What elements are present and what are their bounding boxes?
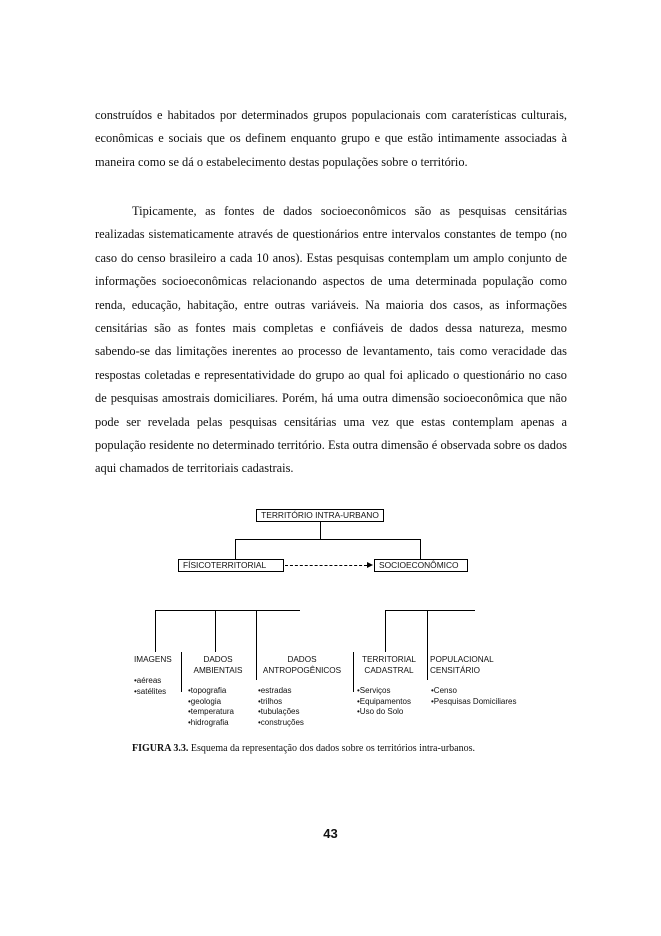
list-item: •geologia bbox=[188, 696, 222, 706]
category-census-items bbox=[431, 686, 517, 707]
connector-line bbox=[427, 610, 428, 680]
connector-line bbox=[320, 522, 321, 539]
category-title: TERRITORIAL bbox=[362, 655, 416, 664]
arrowhead-icon bbox=[367, 562, 373, 568]
connector-line bbox=[353, 652, 354, 692]
connector-line bbox=[155, 610, 300, 611]
paragraph-continuation: construídos e habitados por determinados grupos populacionais com caraterísticas culturais, econômicas e sociais que os definem enquanto grupo e que estão intimamente associadas à maneira como se dá o estabelecimento destas populações sobre o território. bbox=[95, 108, 567, 169]
list-item: •Equipamentos bbox=[357, 696, 411, 706]
category-images bbox=[134, 655, 178, 666]
list-item: •hidrografia bbox=[188, 717, 229, 727]
list-item: •Serviços bbox=[357, 686, 391, 695]
paragraph-census-sources: Tipicamente, as fontes de dados socioeconômicos são as pesquisas censitárias realizadas sistematicamente através de questionários entre intervalos constantes de tempo (no caso do censo brasileiro a cada 10 anos). Estas pesquisas contemplam um amplo conjunto de informações socioeconômicas relacionando aspectos de uma determinada população como renda, educação, habitação, entre outras variáveis. Na maioria dos casos, as informações censitárias são as fontes mais completas e confiáveis de dados dessa natureza, mesmo sabendo-se das limitações inerentes ao processo de levantamento, tais como veracidade das respostas coletadas e representatividade do grupo ao qual foi aplicado o questionário no caso de pesquisas amostrais domiciliares. Porém, há uma outra dimensão socioeconômica que não pode ser revelada pelas pesquisas censitárias uma vez que estas contemplam apenas a população residente no determinado território. Esta outra dimensão é observada sobre os dados aqui chamados de territoriais cadastrais. bbox=[95, 204, 567, 476]
figure-caption bbox=[132, 742, 552, 756]
connector-line bbox=[385, 610, 386, 652]
list-item: •estradas bbox=[258, 686, 292, 695]
category-anthropogenic-items bbox=[258, 686, 304, 728]
figure-caption-text: Esquema da representação dos dados sobre os territórios intra-urbanos. bbox=[188, 743, 475, 754]
list-item: •tubulações bbox=[258, 707, 300, 716]
connector-line bbox=[181, 652, 182, 692]
category-images-items bbox=[134, 676, 166, 697]
list-item: •Censo bbox=[431, 686, 457, 695]
connector-line bbox=[155, 610, 156, 652]
page-number: 43 bbox=[323, 826, 338, 841]
connector-line bbox=[235, 539, 236, 559]
category-anthropogenic bbox=[258, 655, 346, 676]
list-item: •construções bbox=[258, 717, 304, 727]
category-environmental-items bbox=[188, 686, 234, 728]
category-environmental bbox=[186, 655, 250, 676]
connector-line bbox=[235, 539, 421, 540]
list-item: •temperatura bbox=[188, 707, 234, 716]
category-cadastral bbox=[356, 655, 422, 676]
list-item: •topografia bbox=[188, 686, 227, 695]
connector-line bbox=[256, 610, 257, 680]
diagram-physical-node: FÍSICOTERRITORIAL bbox=[178, 559, 284, 572]
list-item: •satélites bbox=[134, 686, 167, 696]
category-subtitle: AMBIENTAIS bbox=[193, 665, 243, 675]
connector-line bbox=[420, 539, 421, 559]
category-title: IMAGENS bbox=[134, 655, 172, 664]
category-subtitle: CADASTRAL bbox=[364, 665, 414, 675]
dashed-connector bbox=[285, 565, 367, 566]
list-item: •Uso do Solo bbox=[357, 707, 404, 716]
category-title: DADOS bbox=[287, 655, 317, 664]
connector-line bbox=[215, 610, 216, 652]
diagram-socioeconomic-node: SOCIOECONÔMICO bbox=[374, 559, 468, 572]
category-cadastral-items bbox=[357, 686, 411, 718]
list-item: •Pesquisas Domiciliares bbox=[431, 696, 517, 706]
connector-line bbox=[385, 610, 475, 611]
list-item: •aéreas bbox=[134, 676, 162, 685]
category-title: POPULACIONAL bbox=[430, 655, 494, 664]
list-item: •trilhos bbox=[258, 696, 283, 706]
diagram-root-node: TERRITÓRIO INTRA-URBANO bbox=[256, 509, 384, 522]
category-subtitle: CENSITÁRIO bbox=[430, 665, 481, 675]
category-title: DADOS bbox=[203, 655, 233, 664]
figure-label: FIGURA 3.3. bbox=[132, 743, 189, 754]
category-subtitle: ANTROPOGÊNICOS bbox=[262, 665, 342, 675]
category-census bbox=[430, 655, 510, 676]
